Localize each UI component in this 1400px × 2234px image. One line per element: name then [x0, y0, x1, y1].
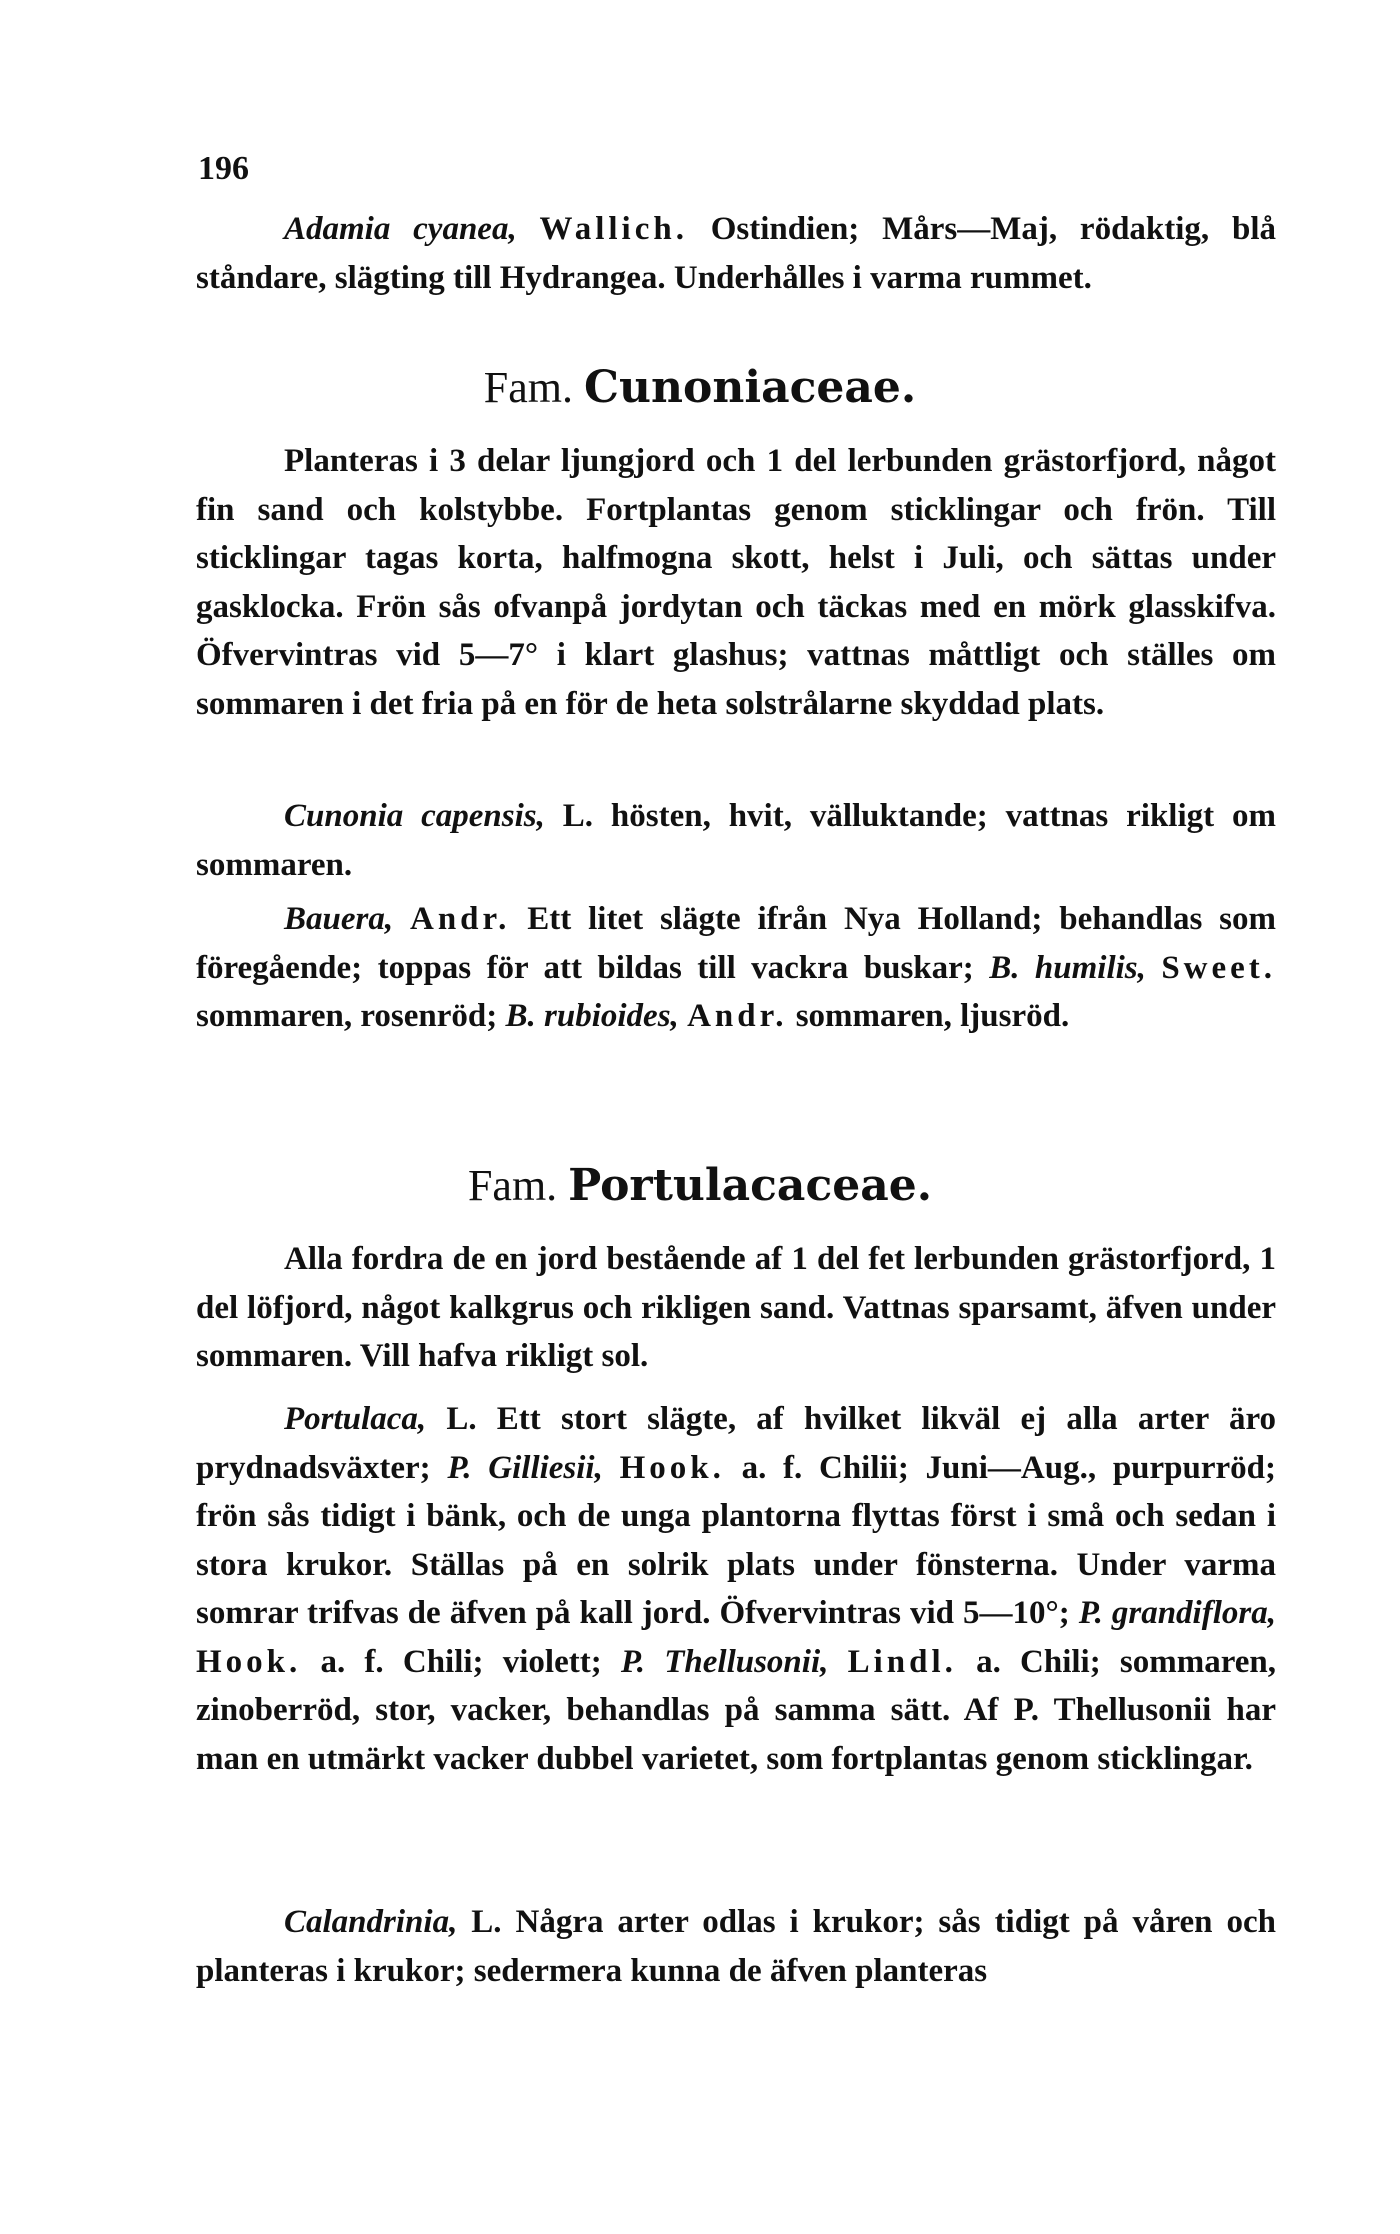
- species-name: P. grandiflora,: [1078, 1595, 1276, 1631]
- species-name: B. humilis,: [989, 949, 1146, 986]
- genus-name: Bauera,: [284, 901, 394, 937]
- species-name: B. rubioides,: [505, 998, 679, 1034]
- family-label: Fam.: [483, 363, 574, 412]
- author-name: Hook.: [196, 1643, 302, 1680]
- entry-text: L. hösten, hvit, välluktande; vattnas rikligt om sommaren.: [196, 798, 1276, 883]
- species-name: Adamia cyanea,: [284, 211, 517, 247]
- family-heading-portulacaceae: [0, 1160, 1400, 1211]
- family-name: Portulacaceae.: [568, 1160, 933, 1211]
- family-label: Fam.: [467, 1161, 558, 1210]
- species-name: P. Thellusonii,: [620, 1643, 829, 1680]
- author-name: Wallich.: [539, 211, 688, 247]
- bauera-entry: [196, 895, 1276, 1041]
- portulaca-entry: [196, 1395, 1276, 1783]
- author-name: Sweet.: [1161, 949, 1277, 986]
- entry-text: a. f. Chili; violett;: [320, 1643, 602, 1680]
- species-name: P. Gilliesii,: [447, 1449, 603, 1486]
- entry-text: L. Ett stort slägte, af hvilket likväl ej alla arter äro prydnadsväxter;: [196, 1401, 1276, 1486]
- genus-name: Calandrinia,: [284, 1904, 458, 1940]
- cunoniaceae-intro: Planteras i 3 delar ljungjord och 1 del lerbunden grästorfjord, något fin sand och kolstybbe. Fortplantas genom sticklingar och frön. Till sticklingar tagas korta, halfmogna skott, helst i Juli, och sättas under gasklocka. Frön sås ofvanpå jordytan och täckas med en mörk glasskifva. Öfvervintras vid 5—7° i klart glashus; vattnas måttligt och ställes om sommaren i det fria på en för de heta solstrålarne skyddad plats.: [196, 443, 1276, 722]
- entry-text: a. Chili; sommaren, zinoberröd, stor, vacker, behandlas på samma sätt. Af P. Thellusonii har man en utmärkt vacker dubbel varietet, som fortplantas genom sticklingar.: [196, 1643, 1277, 1777]
- page-number: 196: [198, 150, 249, 187]
- entry-text: Ostindien; Mårs—Maj, rödaktig, blå ståndare, slägting till Hydrangea. Underhålles i varma rummet.: [196, 211, 1277, 296]
- cunonia-entry: [196, 792, 1276, 889]
- author-name: Lindl.: [847, 1643, 957, 1680]
- genus-name: Portulaca,: [284, 1401, 427, 1437]
- portulacaceae-intro: Alla fordra de en jord bestående af 1 del fet lerbunden grästorfjord, 1 del löfjord, något kalkgrus och rikligen sand. Vattnas sparsamt, äfven under sommaren. Vill hafva rikligt sol.: [196, 1241, 1276, 1374]
- author-name: Andr.: [409, 901, 511, 937]
- adamia-entry: [196, 205, 1276, 302]
- author-name: Hook.: [619, 1449, 725, 1486]
- entry-text: a. f. Chilii; Juni—Aug., purpurröd; frön sås tidigt i bänk, och de unga plantorna flyttas först i små och sedan i stora krukor. Ställas på en solrik plats under fönsterna. Under varma somrar trifvas de äfven på kall jord. Öfvervintras vid 5—10°;: [196, 1449, 1277, 1631]
- family-heading-cunoniaceae: [0, 362, 1400, 413]
- species-name: Cunonia capensis,: [284, 798, 545, 834]
- entry-text: sommaren, ljusröd.: [795, 998, 1070, 1034]
- entry-text: L. Några arter odlas i krukor; sås tidigt på våren och planteras i krukor; sedermera kunna de äfven planteras: [196, 1904, 1276, 1989]
- entry-text: sommaren, rosenröd;: [196, 998, 498, 1034]
- family-name: Cunoniaceae.: [584, 362, 917, 413]
- calandrinia-entry: [196, 1898, 1276, 1995]
- entry-text: Ett litet slägte ifrån Nya Holland; behandlas som föregående; toppas för att bildas till vackra buskar;: [196, 901, 1277, 986]
- author-name: Andr.: [687, 998, 788, 1034]
